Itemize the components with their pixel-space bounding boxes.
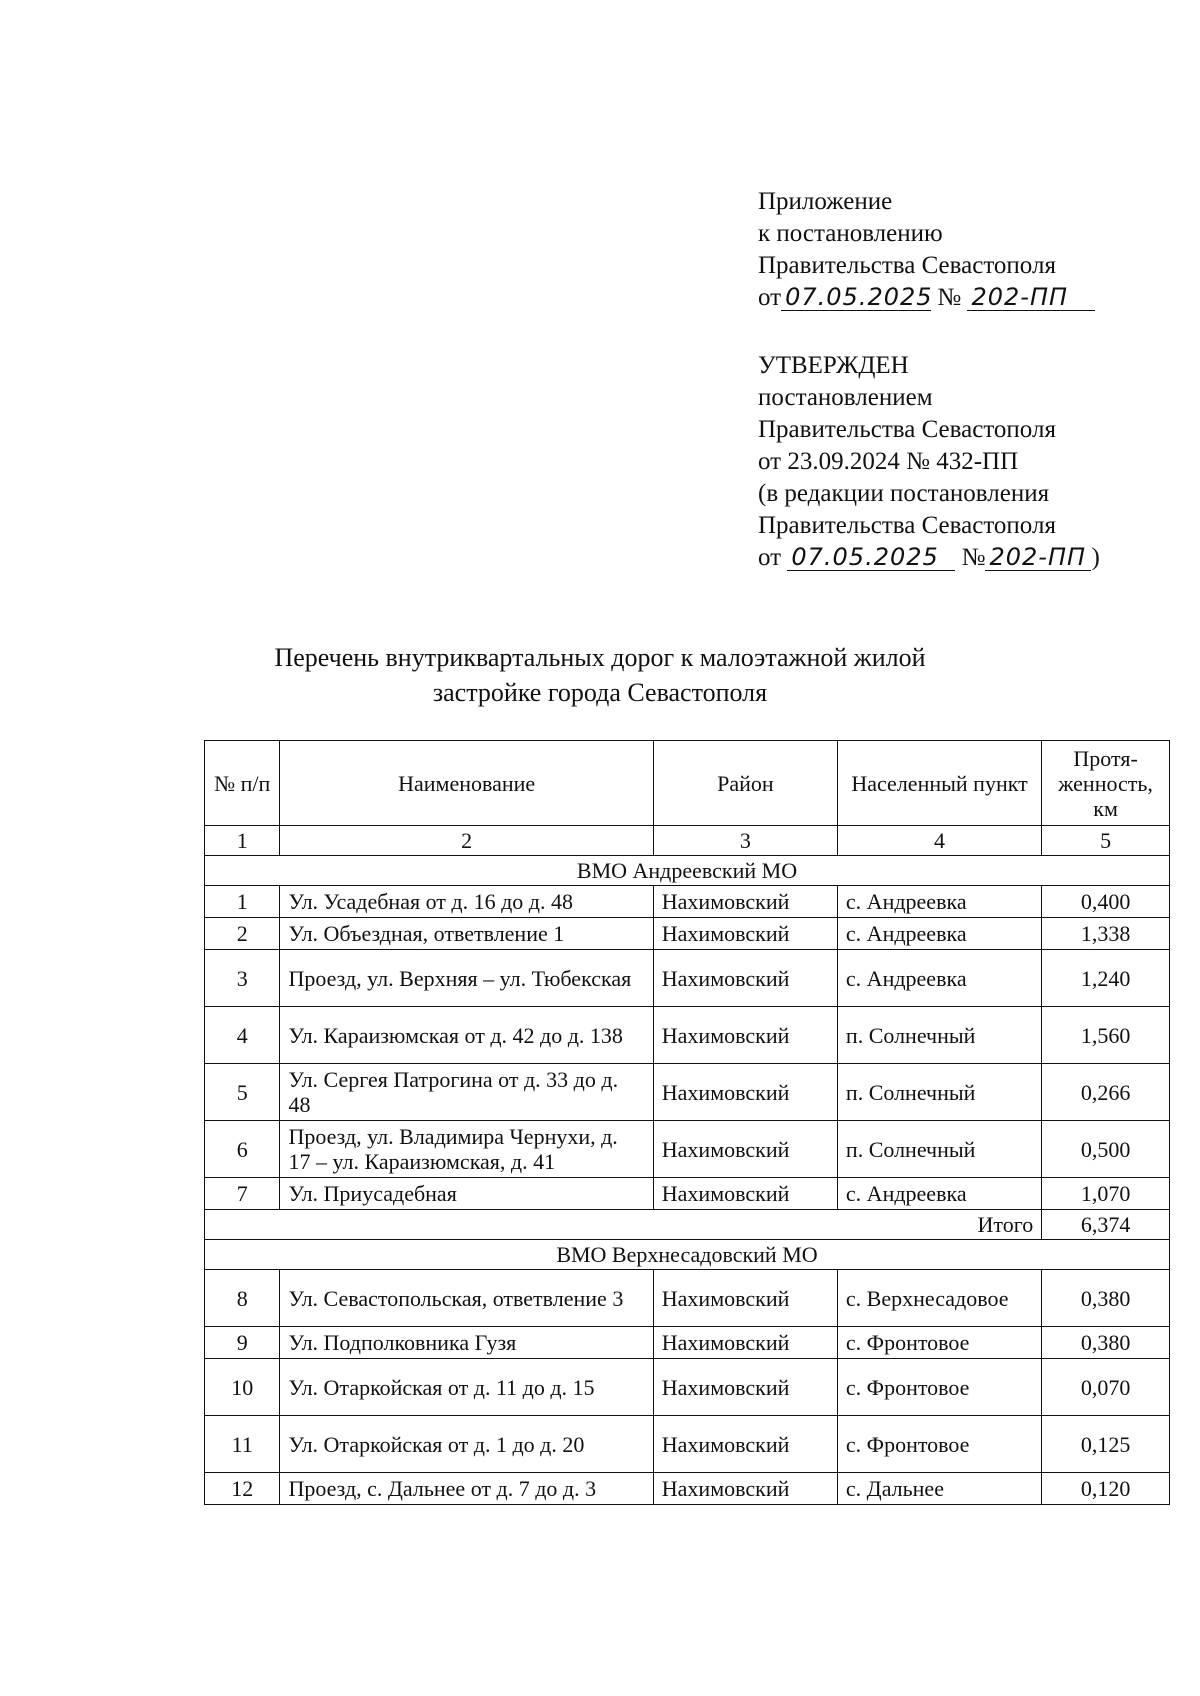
row-district: Нахимовский [653, 1064, 837, 1121]
row-name: Проезд, ул. Верхняя – ул. Тюбекская [280, 950, 653, 1007]
row-number: 9 [205, 1327, 280, 1359]
total-row [205, 1210, 1170, 1240]
roads-table [204, 740, 1170, 1505]
document-title [0, 640, 1200, 710]
title-line2: застройке города Севастополя [432, 678, 768, 707]
row-length: 0,500 [1042, 1121, 1170, 1178]
header-length: Протя-женность, км [1042, 741, 1170, 826]
title-line1: Перечень внутриквартальных дорог к малоэтажной жилой [274, 643, 926, 672]
annex-date-line [758, 282, 1095, 314]
row-length: 1,240 [1042, 950, 1170, 1007]
row-number: 10 [205, 1359, 280, 1416]
row-locality: с. Верхнесадовое [837, 1270, 1041, 1327]
row-district: Нахимовский [653, 886, 837, 918]
annex-line3: Правительства Севастополя [758, 252, 1056, 279]
row-number: 3 [205, 950, 280, 1007]
row-name: Ул. Отаркойская от д. 1 до д. 20 [280, 1416, 653, 1473]
section-row [205, 1240, 1170, 1270]
section-row [205, 856, 1170, 886]
approved-closing-paren: ) [1091, 544, 1100, 571]
row-length: 0,120 [1042, 1473, 1170, 1505]
row-locality: с. Андреевка [837, 918, 1041, 950]
approved-line4: от 23.09.2024 № 432-ПП [758, 448, 1019, 475]
total-value: 6,374 [1042, 1210, 1170, 1240]
annex-line1: Приложение [758, 188, 893, 215]
row-length: 1,560 [1042, 1007, 1170, 1064]
approved-handwritten-date: 07.05.2025 [787, 544, 955, 571]
approved-number-sign: № [961, 544, 986, 571]
table-row [205, 1416, 1170, 1473]
approved-block [758, 350, 1100, 574]
annex-number-sign: № [937, 284, 962, 311]
approved-date-line [758, 542, 1100, 574]
annex-handwritten-date: 07.05.2025 [781, 284, 931, 311]
row-locality: п. Солнечный [837, 1121, 1041, 1178]
row-district: Нахимовский [653, 1416, 837, 1473]
approved-line6: Правительства Севастополя [758, 512, 1056, 539]
annex-block [758, 186, 1095, 314]
table-row [205, 1121, 1170, 1178]
row-name: Ул. Отаркойская от д. 11 до д. 15 [280, 1359, 653, 1416]
row-number: 6 [205, 1121, 280, 1178]
approved-date-prefix: от [758, 544, 782, 571]
column-number: 2 [280, 826, 653, 856]
row-number: 5 [205, 1064, 280, 1121]
table-row [205, 1007, 1170, 1064]
annex-handwritten-number: 202-ПП [967, 284, 1095, 311]
section-name: ВМО Андреевский МО [205, 856, 1170, 886]
approved-handwritten-number: 202-ПП [985, 544, 1091, 571]
row-district: Нахимовский [653, 1121, 837, 1178]
table-row [205, 886, 1170, 918]
header-number: № п/п [205, 741, 280, 826]
annex-date-prefix: от [758, 284, 782, 311]
row-district: Нахимовский [653, 950, 837, 1007]
row-locality: с. Дальнее [837, 1473, 1041, 1505]
row-length: 0,070 [1042, 1359, 1170, 1416]
header-district: Район [653, 741, 837, 826]
total-label: Итого [205, 1210, 1042, 1240]
row-locality: с. Фронтовое [837, 1416, 1041, 1473]
row-name: Проезд, с. Дальнее от д. 7 до д. 3 [280, 1473, 653, 1505]
row-number: 7 [205, 1178, 280, 1210]
column-number: 1 [205, 826, 280, 856]
approved-line2: постановлением [758, 384, 933, 411]
row-district: Нахимовский [653, 1473, 837, 1505]
column-number: 4 [837, 826, 1041, 856]
row-name: Ул. Приусадебная [280, 1178, 653, 1210]
section-name: ВМО Верхнесадовский МО [205, 1240, 1170, 1270]
row-district: Нахимовский [653, 1327, 837, 1359]
row-number: 1 [205, 886, 280, 918]
row-length: 0,266 [1042, 1064, 1170, 1121]
column-number: 5 [1042, 826, 1170, 856]
row-length: 0,380 [1042, 1270, 1170, 1327]
header-locality: Населенный пункт [837, 741, 1041, 826]
approved-line1: УТВЕРЖДЕН [758, 352, 909, 379]
row-locality: с. Андреевка [837, 886, 1041, 918]
row-district: Нахимовский [653, 1178, 837, 1210]
row-locality: п. Солнечный [837, 1064, 1041, 1121]
row-locality: с. Андреевка [837, 950, 1041, 1007]
table-row [205, 1327, 1170, 1359]
table-row [205, 1064, 1170, 1121]
row-number: 11 [205, 1416, 280, 1473]
row-name: Ул. Караизюмская от д. 42 до д. 138 [280, 1007, 653, 1064]
row-district: Нахимовский [653, 1270, 837, 1327]
column-number-row [205, 826, 1170, 856]
row-length: 0,400 [1042, 886, 1170, 918]
row-length: 0,125 [1042, 1416, 1170, 1473]
row-district: Нахимовский [653, 1359, 837, 1416]
row-district: Нахимовский [653, 1007, 837, 1064]
header-name: Наименование [280, 741, 653, 826]
table-row [205, 918, 1170, 950]
row-number: 4 [205, 1007, 280, 1064]
row-length: 0,380 [1042, 1327, 1170, 1359]
row-locality: с. Андреевка [837, 1178, 1041, 1210]
row-district: Нахимовский [653, 918, 837, 950]
row-number: 8 [205, 1270, 280, 1327]
row-name: Ул. Объездная, ответвление 1 [280, 918, 653, 950]
row-name: Проезд, ул. Владимира Чернухи, д. 17 – ул. Караизюмская, д. 41 [280, 1121, 653, 1178]
row-length: 1,070 [1042, 1178, 1170, 1210]
annex-line2: к постановлению [758, 220, 943, 247]
row-number: 12 [205, 1473, 280, 1505]
column-number: 3 [653, 826, 837, 856]
row-locality: с. Фронтовое [837, 1327, 1041, 1359]
approved-line3: Правительства Севастополя [758, 416, 1056, 443]
row-locality: с. Фронтовое [837, 1359, 1041, 1416]
row-name: Ул. Подполковника Гузя [280, 1327, 653, 1359]
table-row [205, 1359, 1170, 1416]
row-locality: п. Солнечный [837, 1007, 1041, 1064]
row-name: Ул. Севастопольская, ответвление 3 [280, 1270, 653, 1327]
table-row [205, 1178, 1170, 1210]
table-header-row [205, 741, 1170, 826]
row-name: Ул. Сергея Патрогина от д. 33 до д. 48 [280, 1064, 653, 1121]
row-number: 2 [205, 918, 280, 950]
approved-line5: (в редакции постановления [758, 480, 1050, 507]
table-row [205, 950, 1170, 1007]
row-name: Ул. Усадебная от д. 16 до д. 48 [280, 886, 653, 918]
table-row [205, 1270, 1170, 1327]
row-length: 1,338 [1042, 918, 1170, 950]
table-row [205, 1473, 1170, 1505]
